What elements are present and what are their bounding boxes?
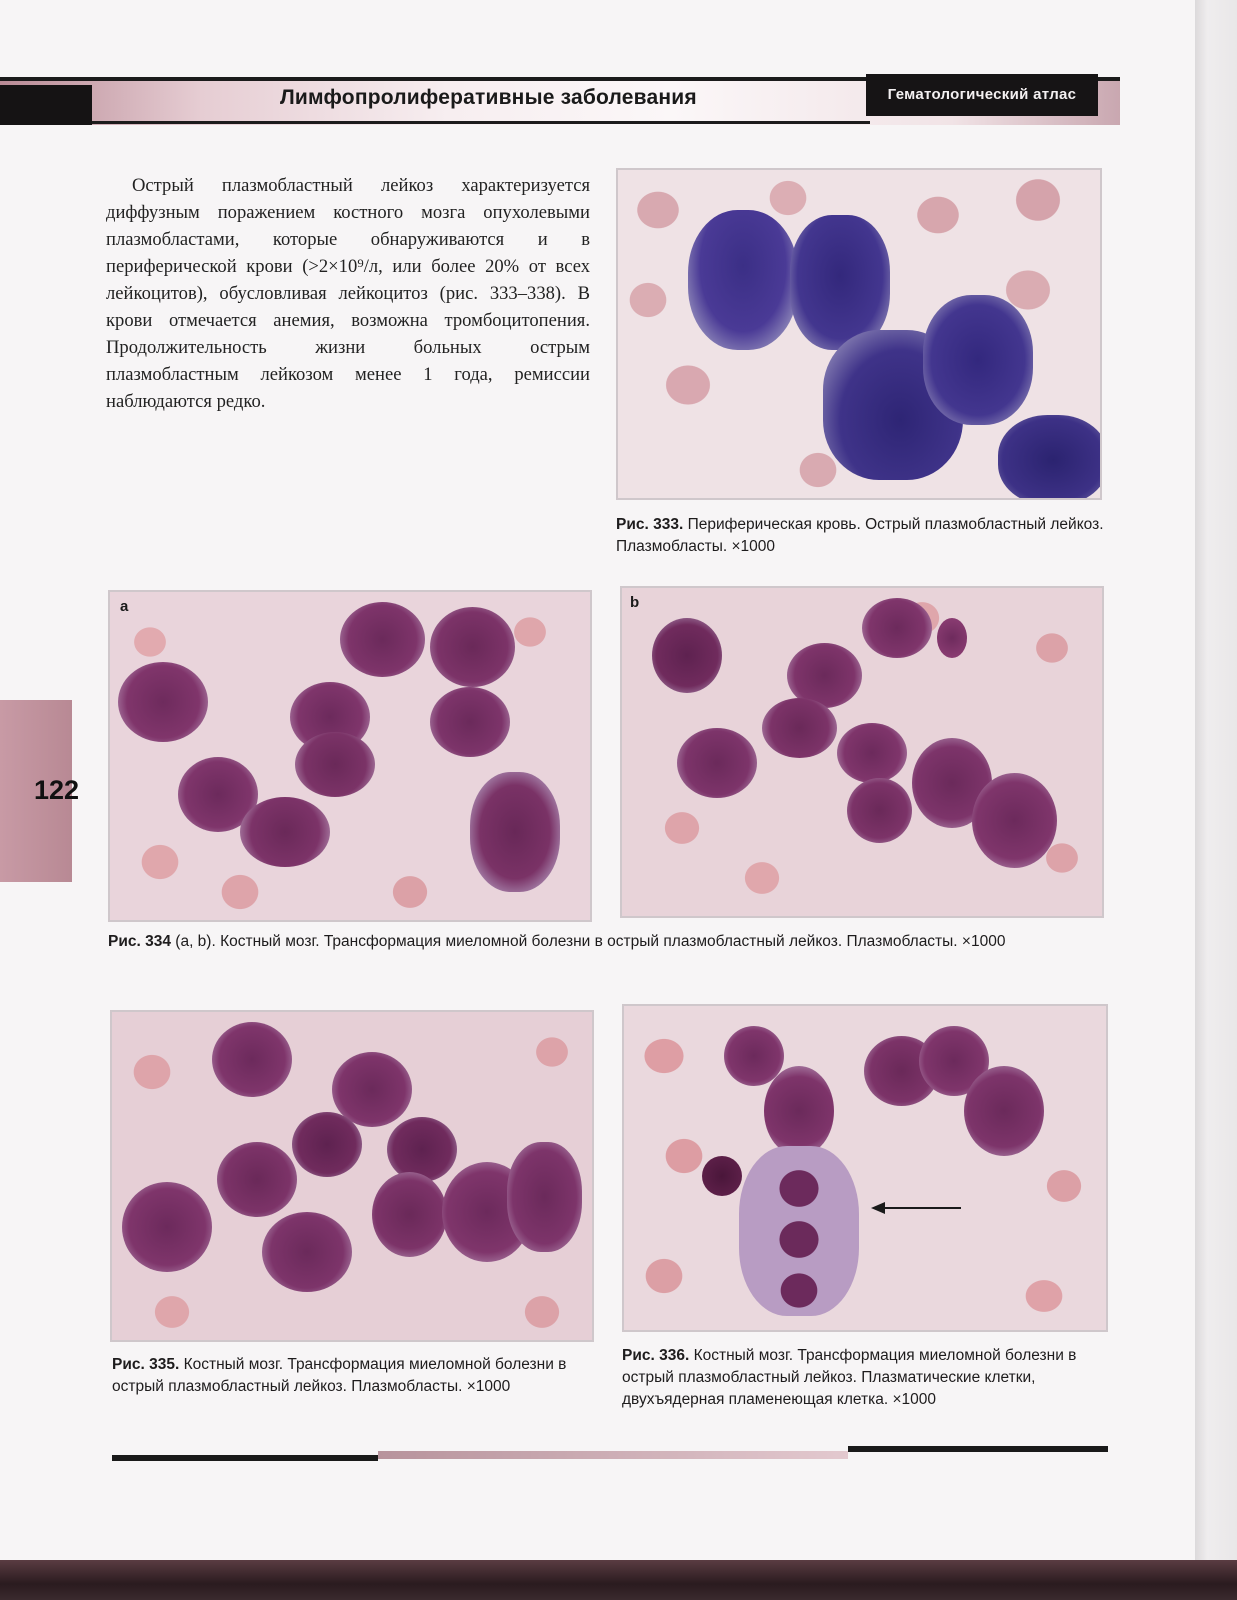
plasmablast-cell: [652, 618, 722, 693]
caption-text: Костный мозг. Трансформация миеломной болезни в острый плазмобластный лейкоз. Плазмобласты. ×1000: [112, 1356, 567, 1395]
caption-label: Рис. 333.: [616, 516, 684, 533]
panel-letter-b: b: [630, 594, 640, 611]
plasmablast-cell: [240, 797, 330, 867]
caption-fig-333: [616, 514, 1104, 558]
section-title: Лимфопролиферативные заболевания: [280, 86, 697, 109]
plasmablast-cell: [937, 618, 967, 658]
caption-text: Костный мозг. Трансформация миеломной болезни в острый плазмобластный лейкоз. Плазматические клетки, двухъядерная пламенеющая клетка. ×1000: [622, 1347, 1077, 1408]
micrograph-334a: [108, 590, 592, 922]
plasmablast-cell: [677, 728, 757, 798]
plasmablast-cell: [217, 1142, 297, 1217]
page-number: 122: [34, 775, 80, 805]
micrograph-333: [616, 168, 1102, 500]
plasmablast-cell: [430, 607, 515, 687]
plasmablast-cell: [118, 662, 208, 742]
binucleate-flaming-cell: [739, 1146, 859, 1316]
plasma-cell: [764, 1066, 834, 1156]
caption-fig-336: [622, 1345, 1108, 1411]
plasmablast-cell: [387, 1117, 457, 1182]
plasmablast-cell: [507, 1142, 582, 1252]
plasmablast-cell: [972, 773, 1057, 868]
plasmablast-cell: [998, 415, 1102, 500]
plasmablast-cell: [470, 772, 560, 892]
plasmablast-cell: [295, 732, 375, 797]
plasmablast-cell: [923, 295, 1033, 425]
footer-rule: [112, 1455, 378, 1461]
plasmablast-cell: [372, 1172, 447, 1257]
plasmablast-cell: [212, 1022, 292, 1097]
micrograph-336: [622, 1004, 1108, 1332]
plasmablast-cell: [292, 1112, 362, 1177]
arrow-icon: [869, 1198, 964, 1218]
plasmablast-cell: [847, 778, 912, 843]
header-left-block: [0, 85, 92, 125]
plasmablast-cell: [340, 602, 425, 677]
atlas-badge: Гематологический атлас: [866, 74, 1098, 116]
plasmablast-cell: [430, 687, 510, 757]
plasmablast-cell: [837, 723, 907, 783]
header-underline: [92, 121, 870, 124]
body-paragraph-text: Острый плазмобластный лейкоз характеризуется диффузным поражением костного мозга опухолевыми плазмобластами, которые обнаруживаются и в периферической крови (>2×10⁹/л, или более 20% от всех лейкоцитов), обусловливая лейкоцитоз (рис. 333–338). В крови отмечается анемия, возможна тромбоцитопения. Продолжительность жизни больных острым плазмобластным лейкозом менее 1 года, ремиссии наблюдаются редко.: [106, 175, 590, 412]
footer-rule: [848, 1446, 1108, 1452]
caption-label: Рис. 335.: [112, 1356, 180, 1373]
page-bottom-edge: [0, 1560, 1237, 1600]
panel-letter-a: a: [120, 598, 129, 615]
body-paragraph: [106, 172, 590, 415]
plasmablast-cell: [688, 210, 798, 350]
caption-text: (a, b). Костный мозг. Трансформация миеломной болезни в острый плазмобластный лейкоз. Плазмобласты. ×1000: [175, 933, 1006, 950]
caption-label: Рис. 334: [108, 933, 171, 950]
footer-rule: [378, 1451, 848, 1459]
plasmablast-cell: [122, 1182, 212, 1272]
plasmablast-cell: [262, 1212, 352, 1292]
caption-fig-335: [112, 1354, 598, 1398]
caption-text: Периферическая кровь. Острый плазмобластный лейкоз. Плазмобласты. ×1000: [616, 516, 1104, 555]
plasma-cell: [964, 1066, 1044, 1156]
lymphocyte-cell: [702, 1156, 742, 1196]
micrograph-335: [110, 1010, 594, 1342]
page-gutter-shadow: [1195, 0, 1237, 1600]
caption-fig-334: [108, 931, 1104, 953]
plasmablast-cell: [762, 698, 837, 758]
caption-label: Рис. 336.: [622, 1347, 690, 1364]
plasmablast-cell: [862, 598, 932, 658]
micrograph-334b: [620, 586, 1104, 918]
